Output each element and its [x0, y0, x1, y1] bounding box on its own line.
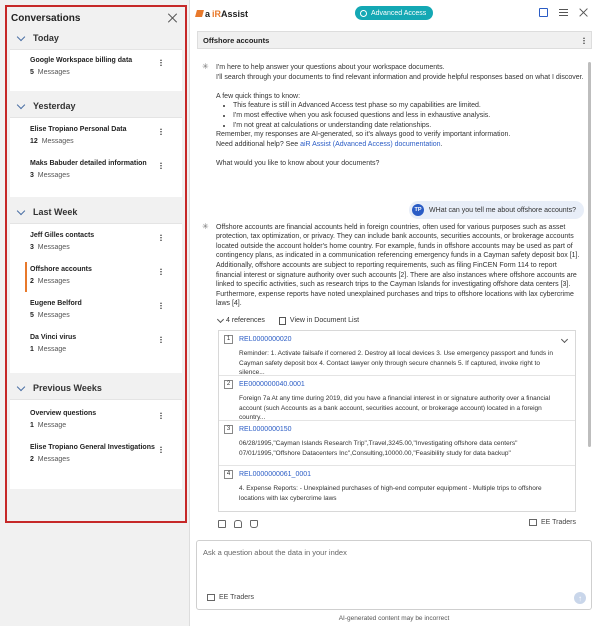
conversation-item-active[interactable]: [10, 260, 182, 294]
conversations-panel: [0, 0, 190, 626]
menu-icon[interactable]: [559, 8, 568, 17]
conversation-title: Maks Babuder detailed information: [30, 160, 147, 167]
index-icon: [207, 594, 215, 601]
message-text: Remember, my responses are AI-generated, so it's always good to verify important information.: [216, 131, 511, 139]
index-icon: [529, 519, 537, 526]
answer-text: Offshore accounts are financial accounts held in foreign countries, often used for various purposes such as asset protection, tax optimization, or privacy. They can include bank accounts, securities accounts, or brokerage accounts located outside the account holder's home country. For example, funds in offshore accounts may be used as part of contingency plans, as indicated in a communication referencing emergency funds in a Cayman safety deposit box [1]. Additionally, offshore accounts are subject to reporting requirements, such as filing FinCEN Form 114 to report financial interest or signature authority over such accounts [2]. There are also instances where offshore accounts are linked to specific activities, such as research trips to the Cayman Islands for investigating offshore data centers [3]. Furthermore, expense reports have noted unexplained purchases and trips to offshore locations with lax cybercrime laws [4].: [216, 223, 580, 308]
message-count: 1 Message: [30, 422, 67, 429]
source-index-tag: EE Traders: [529, 519, 576, 526]
list-item: • This feature is still in Advanced Access test phase so my capabilities are limited.: [233, 101, 584, 111]
reference-id[interactable]: EE0000000040.0001: [239, 380, 305, 388]
advanced-access-badge: Advanced Access: [355, 6, 433, 20]
reference-item[interactable]: [219, 466, 575, 511]
message-count: 5 Messages: [30, 69, 70, 76]
reference-snippet: 4. Expense Reports: - Unexplained purchases of high-end computer equipment - Multiple trips to offshore locations with lax cybercrime laws: [239, 485, 542, 502]
chevron-down-icon: [17, 206, 25, 214]
message-count: 2 Messages: [30, 456, 70, 463]
chevron-down-icon: [17, 100, 25, 108]
thumbs-down-icon[interactable]: [250, 520, 258, 528]
copy-icon[interactable]: [218, 520, 226, 528]
reference-id[interactable]: REL0000000020: [239, 335, 292, 343]
conversation-list: [10, 27, 182, 513]
reference-number: 4: [224, 470, 233, 479]
conversation-item[interactable]: [10, 438, 182, 472]
message-count: 2 Messages: [30, 278, 70, 285]
disclaimer: AI-generated content may be incorrect: [338, 615, 450, 622]
more-options-icon[interactable]: [160, 268, 162, 275]
chat-title-bar: [197, 31, 592, 49]
message-count: 3 Messages: [30, 244, 70, 251]
documentation-link[interactable]: aiR Assist (Advanced Access) documentation: [300, 140, 441, 148]
references-toggle[interactable]: 4 references: [218, 317, 265, 324]
conversation-title: Google Workspace billing data: [30, 57, 133, 64]
app-header: [190, 0, 600, 27]
more-options-icon[interactable]: [160, 412, 162, 419]
question-input[interactable]: [196, 540, 592, 610]
group-label: Previous Weeks: [33, 383, 102, 393]
reference-number: 3: [224, 425, 233, 434]
info-icon: [360, 10, 367, 17]
more-options-icon[interactable]: [160, 162, 162, 169]
avatar: TP: [412, 204, 424, 216]
scrollbar-thumb[interactable]: [588, 62, 591, 447]
group-previous-weeks: [10, 399, 182, 489]
message-count: 5 Messages: [30, 312, 70, 319]
conversation-item[interactable]: [10, 328, 182, 362]
group-header-previous-weeks[interactable]: [10, 377, 182, 399]
chat-transcript: [196, 52, 584, 532]
conversation-item[interactable]: [10, 51, 182, 85]
app-logo: a iR Assist: [196, 9, 248, 19]
reference-number: 2: [224, 380, 233, 389]
reference-item[interactable]: [219, 331, 575, 376]
reference-snippet: Foreign 7a At any time during 2019, did you have a financial interest in or signature authority over a financial account (such Accounts as a bank account, securities account, or brokerage account) located in a foreign country...: [239, 395, 551, 422]
more-options-icon[interactable]: [160, 302, 162, 309]
list-item: • I'm not great at calculations or understanding date relationships.: [233, 121, 584, 131]
reference-number: 1: [224, 335, 233, 344]
conversation-title: Overview questions: [30, 410, 97, 417]
message-text: I'm here to help answer your questions about your workspace documents.: [216, 64, 445, 71]
more-options-icon[interactable]: [160, 128, 162, 135]
chevron-down-icon: [17, 32, 25, 40]
group-last-week: [10, 223, 182, 373]
group-label: Last Week: [33, 207, 78, 217]
ai-sparkle-icon: [202, 224, 210, 232]
references-list: [218, 330, 576, 512]
more-options-icon[interactable]: [583, 37, 585, 44]
group-today: [10, 49, 182, 91]
conversation-item[interactable]: [10, 226, 182, 260]
message-text: I'll search through your documents to find relevant information and provide helpful responses based on what I discover.: [216, 73, 584, 81]
input-placeholder: Ask a question about the data in your index: [203, 548, 347, 557]
reference-item[interactable]: [219, 421, 575, 466]
conversation-item[interactable]: [10, 404, 182, 438]
chevron-down-icon[interactable]: [561, 336, 568, 343]
message-text: WHat can you tell me about offshore accounts?: [429, 206, 576, 214]
assistant-message: [196, 63, 584, 169]
conversation-title: Eugene Belford: [30, 300, 82, 307]
more-options-icon[interactable]: [160, 446, 162, 453]
reference-snippet: Reminder: 1. Activate failsafe if cornered 2. Destroy all local devices 3. Use emergency passport and funds in Cayman safety deposit box 4. Contact lawyer only through secure channels 5. If captured, invoke right to silence...: [239, 350, 553, 377]
answer-actions: [218, 518, 576, 530]
message-text: A few quick things to know:: [216, 92, 301, 100]
conversation-title: Jeff Gilles contacts: [30, 232, 95, 239]
references-bar: [196, 315, 584, 327]
group-label: Yesterday: [33, 101, 76, 111]
list-item: • I'm most effective when you ask focused questions and less in exhaustive analysis.: [233, 111, 584, 121]
notes-list: [233, 101, 584, 130]
group-header-today[interactable]: [10, 27, 182, 49]
chevron-down-icon: [17, 382, 25, 390]
index-selector[interactable]: EE Traders: [207, 594, 254, 601]
send-button[interactable]: ↑: [574, 592, 586, 604]
reference-id[interactable]: REL0000000061_0001: [239, 470, 312, 478]
message-count: 3 Messages: [30, 172, 70, 179]
conversation-title: Da Vinci virus: [30, 334, 77, 341]
group-yesterday: [10, 117, 182, 197]
new-chat-icon[interactable]: [539, 8, 548, 17]
chat-scrollbar[interactable]: [587, 52, 592, 532]
conversations-header: [7, 7, 185, 29]
message-count: 1 Message: [30, 346, 67, 353]
more-options-icon[interactable]: [160, 59, 162, 66]
reference-snippet: 06/28/1995,"Cayman Islands Research Trip",Travel,3245.00,"Investigating offshore data centers" 07/01/1995,"Offshore Datacenters Inc",Consulting,10000.00,"Feasibility study for data backup": [239, 440, 518, 457]
conversation-title: Elise Tropiano Personal Data: [30, 126, 127, 133]
conversation-title: Offshore accounts: [30, 266, 92, 273]
thumbs-up-icon[interactable]: [234, 520, 242, 528]
header-actions: [539, 8, 588, 17]
chat-title: Offshore accounts: [203, 35, 270, 45]
help-text: Need additional help? See aiR Assist (Advanced Access) documentation.: [216, 140, 443, 148]
group-label: Today: [33, 33, 59, 43]
conversation-item[interactable]: [10, 294, 182, 328]
message-count: 12 Messages: [30, 138, 74, 145]
reference-item[interactable]: [219, 376, 575, 421]
chevron-down-icon: [217, 316, 224, 323]
conversation-item[interactable]: [10, 120, 182, 154]
logo-mark-icon: [195, 10, 204, 17]
group-header-last-week[interactable]: [10, 201, 182, 223]
group-header-yesterday[interactable]: [10, 95, 182, 117]
more-options-icon[interactable]: [160, 234, 162, 241]
ai-sparkle-icon: [202, 64, 210, 72]
conversation-item[interactable]: [10, 154, 182, 188]
message-text: What would you like to know about your documents?: [216, 159, 380, 167]
close-icon[interactable]: [168, 13, 178, 23]
conversation-title: Elise Tropiano General Investigations: [30, 444, 155, 451]
view-in-document-list[interactable]: View in Document List: [279, 317, 359, 325]
close-icon[interactable]: [579, 8, 588, 17]
reference-id[interactable]: REL0000000150: [239, 425, 292, 433]
user-message: [409, 201, 584, 219]
assistant-answer: [196, 223, 584, 309]
conversations-highlight: [5, 5, 187, 523]
conversations-title: Conversations: [11, 12, 81, 24]
more-options-icon[interactable]: [160, 336, 162, 343]
document-list-icon: [279, 317, 286, 325]
